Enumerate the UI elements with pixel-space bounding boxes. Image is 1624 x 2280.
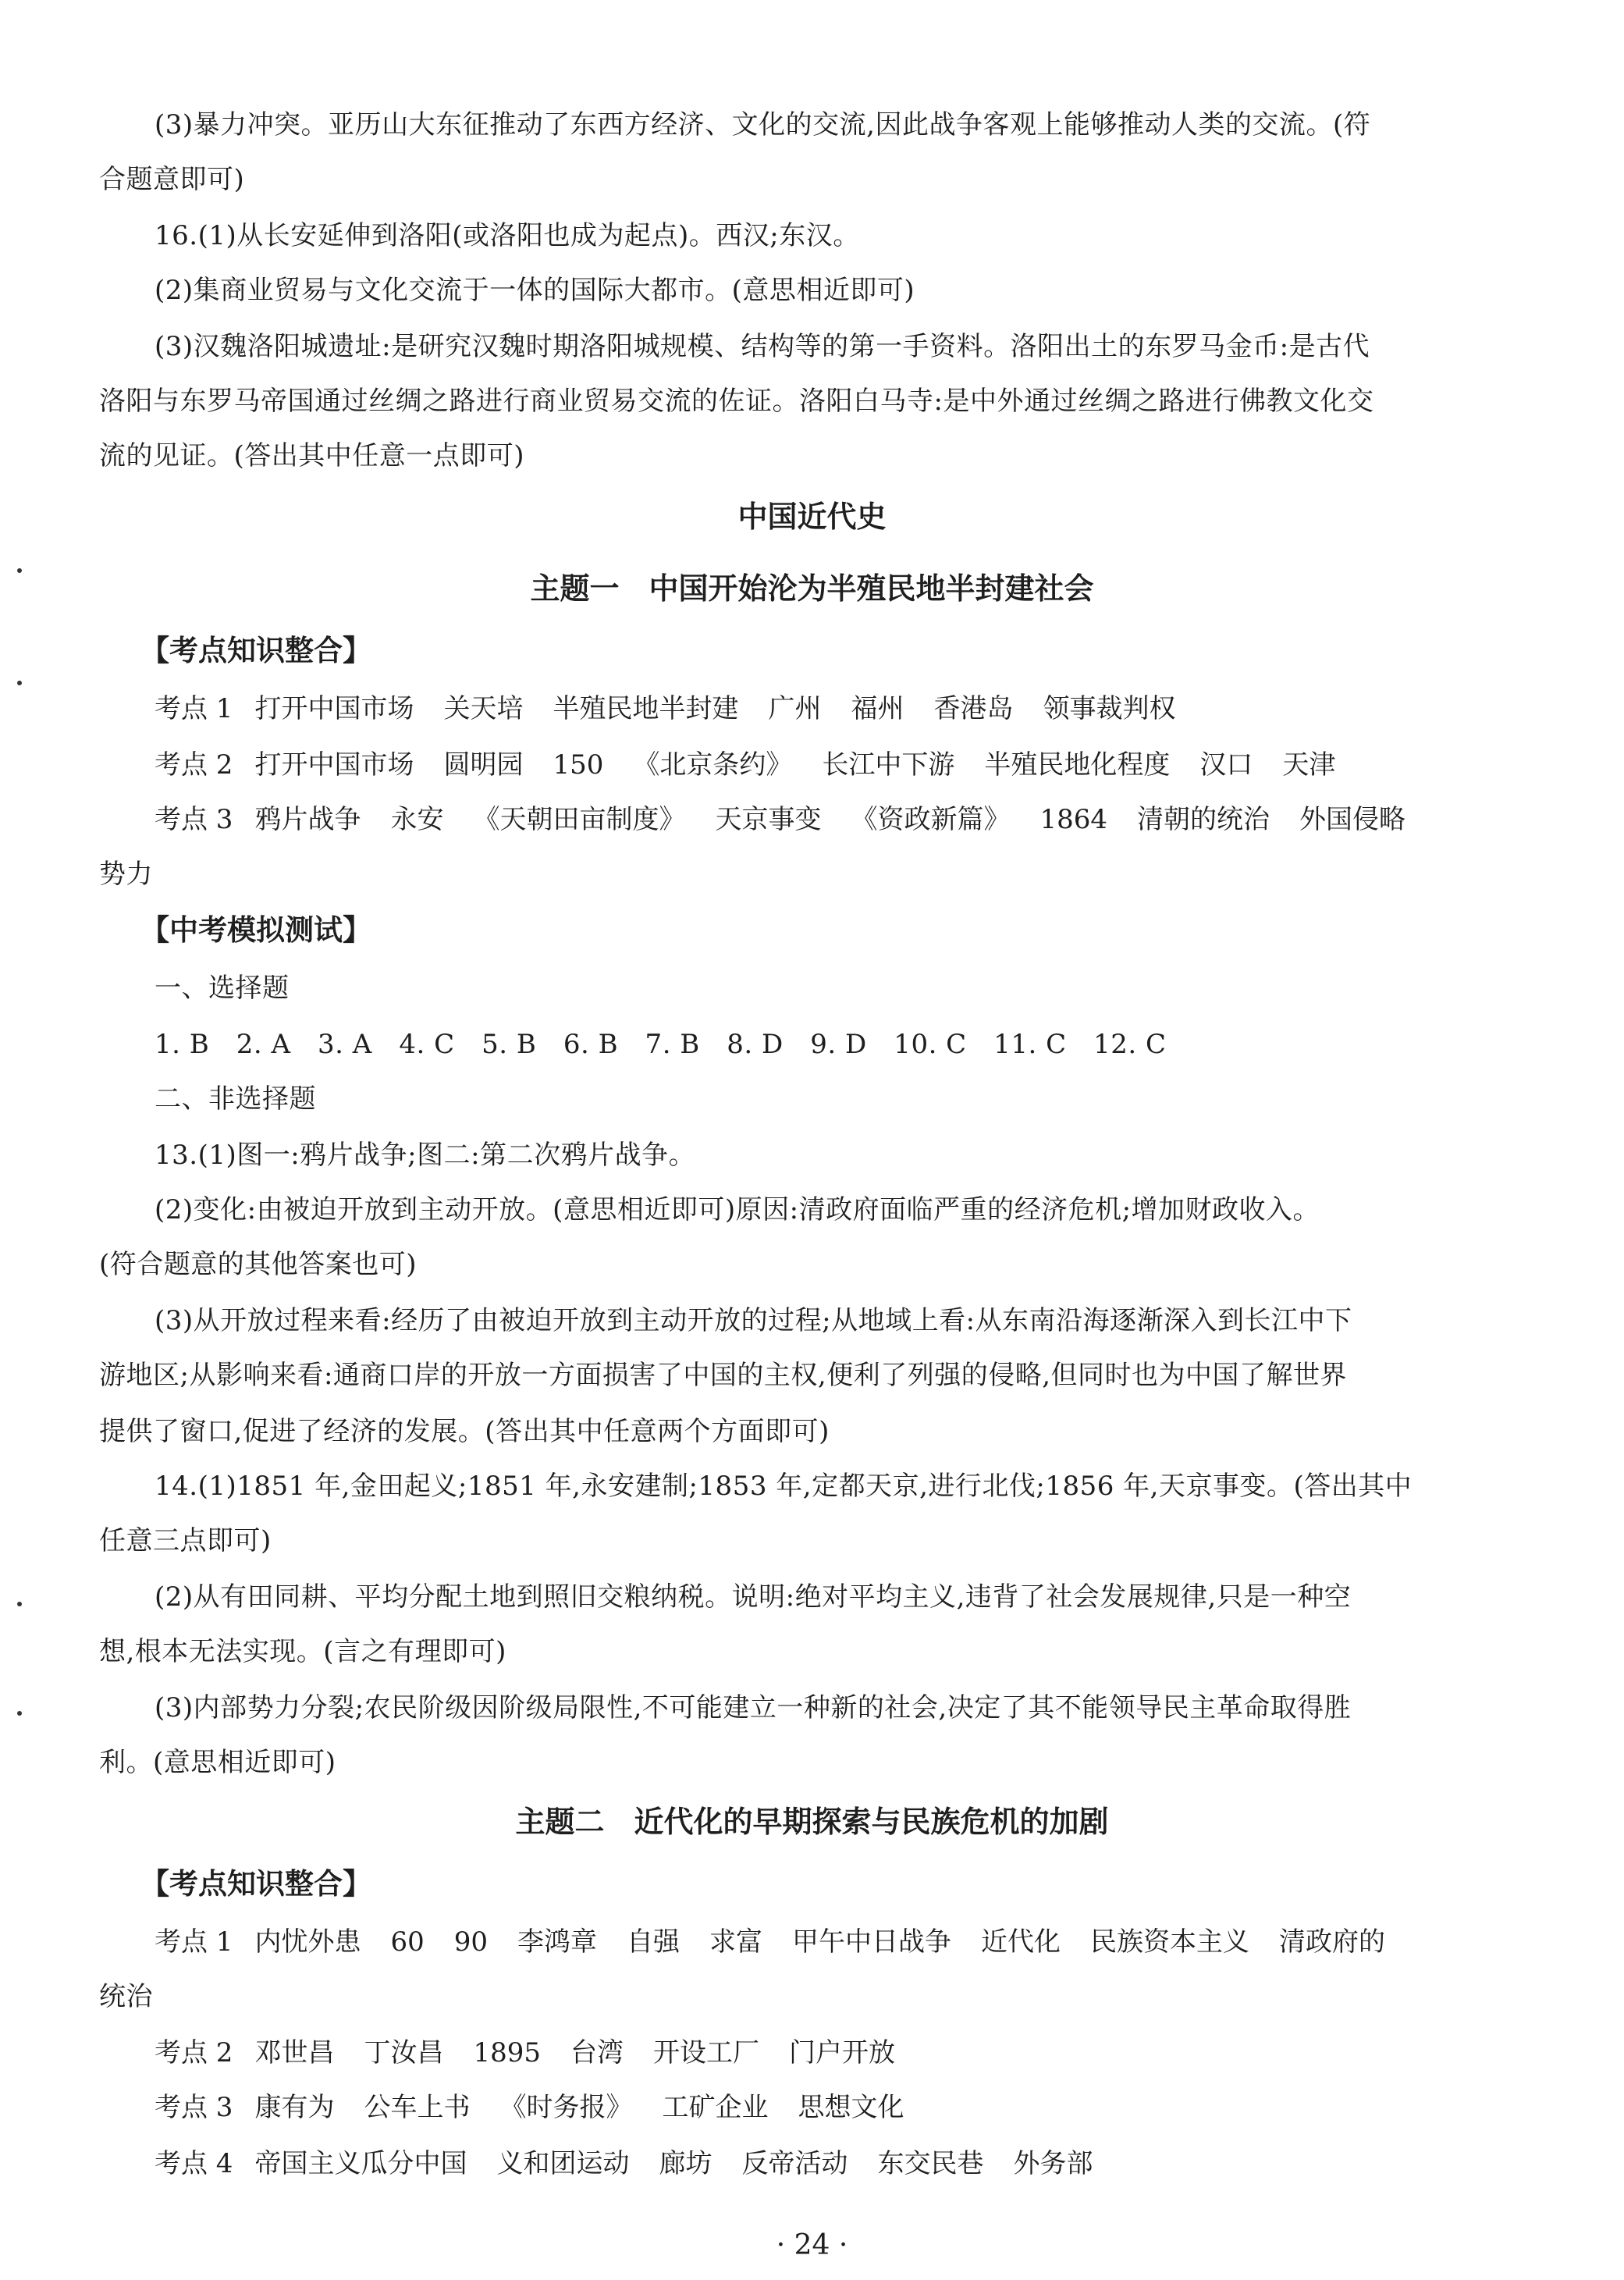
text-line: 游地区;从影响来看:通商口岸的开放一方面损害了中国的主权,便利了列强的侵略,但同时也为中国了解世界 xyxy=(99,1360,1348,1391)
text-line: (3)暴力冲突。亚历山大东征推动了东西方经济、文化的交流,因此战争客观上能够推动人类的交流。(符 xyxy=(155,109,1371,140)
part-title: 中国近代史 xyxy=(737,500,887,534)
text-line: (2)变化:由被迫开放到主动开放。(意思相近即可)原因:清政府面临严重的经济危机;增加财政收入。 xyxy=(155,1194,1320,1225)
theme1-kd1-row: 考点 1 打开中国市场 关天培 半殖民地半封建 广州 福州 香港岛 领事裁判权 xyxy=(155,693,1176,724)
margin-dot xyxy=(17,1711,22,1716)
text-line: 利。(意思相近即可) xyxy=(99,1747,336,1778)
text-line: 任意三点即可) xyxy=(99,1525,272,1556)
theme2-kd3-row: 考点 3 康有为 公车上书 《时务报》 工矿企业 思想文化 xyxy=(155,2092,904,2123)
text-line: 势力 xyxy=(99,859,153,890)
margin-dot xyxy=(17,1602,22,1606)
text-line: (2)从有田同耕、平均分配土地到照旧交粮纳税。说明:绝对平均主义,违背了社会发展规律,只是一种空 xyxy=(155,1581,1352,1613)
text-line: 一、选择题 xyxy=(155,973,290,1004)
text-line: 想,根本无法实现。(言之有理即可) xyxy=(99,1636,506,1667)
answer-key: 1. B 2. A 3. A 4. C 5. B 6. B 7. B 8. D 9. D 10. C 11. C 12. C xyxy=(155,1029,1167,1060)
theme1-kd-heading: 【考点知识整合】 xyxy=(140,634,371,667)
theme1-mock-heading: 【中考模拟测试】 xyxy=(140,913,371,947)
text-line: (3)从开放过程来看:经历了由被迫开放到主动开放的过程;从地域上看:从东南沿海逐渐深入到长江中下 xyxy=(155,1305,1352,1336)
theme1-title: 主题一 中国开始沦为半殖民地半封建社会 xyxy=(530,571,1094,606)
text-line: (符合题意的其他答案也可) xyxy=(99,1249,418,1280)
theme2-kd-heading: 【考点知识整合】 xyxy=(140,1867,371,1901)
text-line: 14.(1)1851 年,金田起义;1851 年,永安建制;1853 年,定都天京,进行北伐;1856 年,天京事变。(答出其中 xyxy=(155,1471,1413,1502)
theme1-kd2-row: 考点 2 打开中国市场 圆明园 150 《北京条约》 长江中下游 半殖民地化程度 汉口 天津 xyxy=(155,749,1336,781)
theme2-kd2-row: 考点 2 邓世昌 丁汝昌 1895 台湾 开设工厂 门户开放 xyxy=(155,2037,895,2068)
text-line: 二、非选择题 xyxy=(155,1083,316,1115)
text-line: 洛阳与东罗马帝国通过丝绸之路进行商业贸易交流的佐证。洛阳白马寺:是中外通过丝绸之路进行佛教文化交 xyxy=(99,386,1374,417)
page-number: · 24 · xyxy=(776,2229,848,2261)
theme1-kd3-row: 考点 3 鸦片战争 永安 《天朝田亩制度》 天京事变 《资政新篇》 1864 清朝的统治 外国侵略 xyxy=(155,804,1405,835)
text-line: 13.(1)图一:鸦片战争;图二:第二次鸦片战争。 xyxy=(155,1140,696,1171)
text-line: (3)内部势力分裂;农民阶级因阶级局限性,不可能建立一种新的社会,决定了其不能领导民主革命取得胜 xyxy=(155,1692,1352,1723)
theme2-title: 主题二 近代化的早期探索与民族危机的加剧 xyxy=(515,1805,1109,1839)
text-line: 合题意即可) xyxy=(99,164,245,195)
margin-dot xyxy=(17,681,22,685)
text-line: (3)汉魏洛阳城遗址:是研究汉魏时期洛阳城规模、结构等的第一手资料。洛阳出土的东罗马金币:是古代 xyxy=(155,331,1370,362)
theme2-kd1-row: 考点 1 内忧外患 60 90 李鸿章 自强 求富 甲午中日战争 近代化 民族资本主义 清政府的 xyxy=(155,1926,1385,1958)
text-line: 统治 xyxy=(99,1981,153,2012)
text-line: 流的见证。(答出其中任意一点即可) xyxy=(99,440,525,471)
theme2-kd4-row: 考点 4 帝国主义瓜分中国 义和团运动 廊坊 反帝活动 东交民巷 外务部 xyxy=(155,2148,1093,2179)
text-line: 提供了窗口,促进了经济的发展。(答出其中任意两个方面即可) xyxy=(99,1416,830,1447)
text-line: 16.(1)从长安延伸到洛阳(或洛阳也成为起点)。西汉;东汉。 xyxy=(155,220,860,251)
text-line: (2)集商业贸易与文化交流于一体的国际大都市。(意思相近即可) xyxy=(155,275,915,306)
